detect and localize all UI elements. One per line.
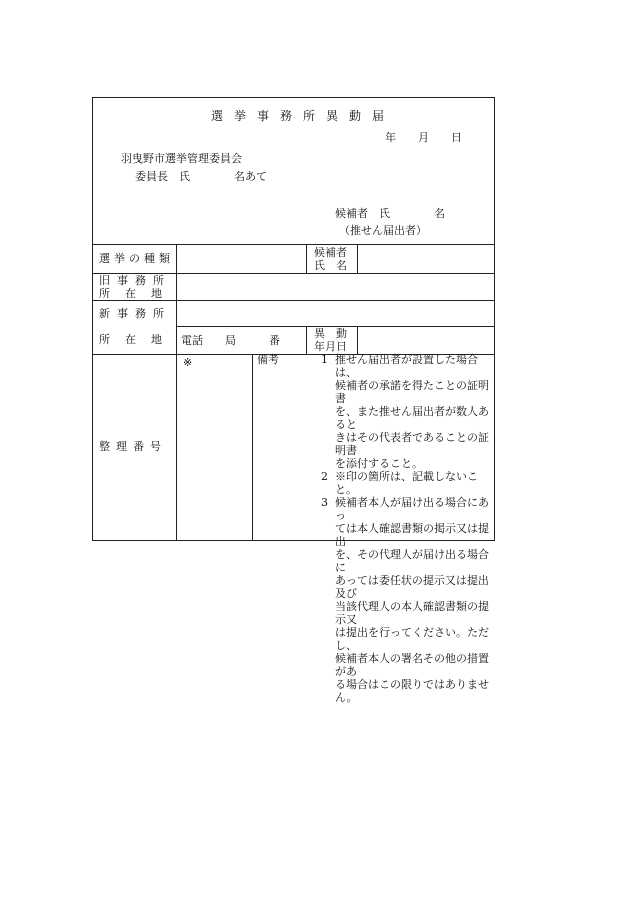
addressee-org: 羽曳野市選挙管理委員会 bbox=[121, 152, 242, 165]
notes-block bbox=[257, 353, 495, 704]
rule-notes-left bbox=[252, 354, 253, 541]
rule-change-date-left bbox=[306, 326, 307, 354]
note-line: 推せん届出者が設置した場合は、 bbox=[335, 353, 478, 379]
new-office-field[interactable] bbox=[177, 301, 494, 325]
note-line: ※印の箇所は、記載しないこと。 bbox=[335, 470, 478, 496]
note-item bbox=[321, 353, 495, 470]
candidate-name-field[interactable] bbox=[358, 245, 494, 272]
old-office-label-2: 所 在 地 bbox=[99, 287, 164, 300]
note-line: は提出を行ってください。ただし、 bbox=[335, 626, 489, 652]
kome-mark: ※ bbox=[183, 356, 193, 369]
note-line: を添付すること。 bbox=[335, 457, 423, 470]
note-line: を、その代理人が届け出る場合に bbox=[335, 548, 489, 574]
addressee-person: 委員長 氏 名あて bbox=[135, 170, 267, 183]
change-date-label-2: 年月日 bbox=[314, 340, 347, 353]
note-line: ては本人確認書類の掲示又は提出 bbox=[335, 522, 489, 548]
election-type-label: 選挙の種類 bbox=[99, 252, 174, 265]
form-title: 選挙事務所異動届 bbox=[211, 109, 396, 123]
phone-label: 電話 局 番 bbox=[181, 334, 280, 347]
note-item bbox=[321, 470, 495, 496]
old-office-label-1: 旧事務所 bbox=[99, 274, 171, 287]
proxy-line: （推せん届出者） bbox=[339, 224, 427, 237]
change-date-field[interactable] bbox=[358, 327, 494, 353]
note-line: あっては委任状の提示又は提出及び bbox=[335, 574, 489, 600]
election-office-change-form bbox=[92, 97, 495, 704]
date-line: 年 月 日 bbox=[385, 131, 462, 144]
note-number: 2 bbox=[321, 470, 328, 483]
note-item bbox=[321, 496, 495, 704]
note-line: 当該代理人の本人確認書類の提示又 bbox=[335, 600, 489, 626]
note-number: 3 bbox=[321, 496, 328, 509]
notes-heading: 備考 bbox=[257, 353, 279, 366]
note-line: 候補者本人の署名その他の措置があ bbox=[335, 652, 489, 678]
ref-number-label: 整理番号 bbox=[99, 440, 167, 453]
candidate-name-line: 候補者 氏 名 bbox=[335, 207, 445, 220]
new-office-label-2: 所 在 地 bbox=[99, 333, 164, 346]
note-line: 候補者の承諾を得たことの証明書 bbox=[335, 379, 489, 405]
note-line: きはその代表者であることの証明書 bbox=[335, 431, 489, 457]
candidate-label-1: 候補者 bbox=[314, 246, 347, 259]
old-office-field[interactable] bbox=[177, 274, 494, 299]
election-type-field[interactable] bbox=[177, 245, 305, 272]
note-line: る場合はこの限りではありません。 bbox=[335, 678, 489, 704]
note-line: を、また推せん届出者が数人あると bbox=[335, 405, 489, 431]
new-office-label-1: 新事務所 bbox=[99, 307, 171, 320]
candidate-label-2: 氏 名 bbox=[314, 259, 347, 272]
note-number: 1 bbox=[321, 353, 328, 366]
rule-candidate-left bbox=[306, 244, 307, 273]
note-line: 候補者本人が届け出る場合にあっ bbox=[335, 496, 489, 522]
change-date-label-1: 異 動 bbox=[314, 327, 347, 340]
